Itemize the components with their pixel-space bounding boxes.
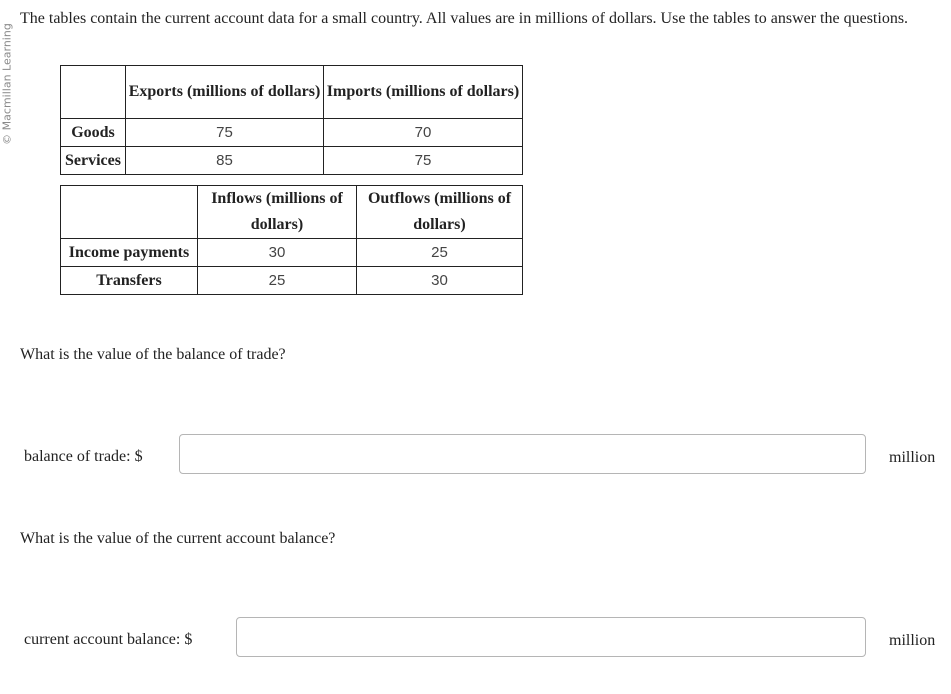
table2-header-outflows: Outflows (millions of dollars) <box>357 186 523 239</box>
table2-transfers-inflows: 25 <box>198 267 357 295</box>
table2-row-label-income: Income payments <box>61 239 198 267</box>
balance-of-trade-unit: million <box>889 449 936 466</box>
table2-income-inflows: 30 <box>198 239 357 267</box>
table1-header-exports: Exports (millions of dollars) <box>126 66 324 119</box>
current-account-balance-label: current account balance: $ <box>24 631 193 648</box>
table2-corner-cell <box>61 186 198 239</box>
table1-header-imports: Imports (millions of dollars) <box>324 66 523 119</box>
intro-text: The tables contain the current account data for a small country. All values are in millions of dollars. Use the tables to answer the questions. <box>20 10 909 27</box>
balance-of-trade-input[interactable] <box>179 434 866 474</box>
current-account-balance-input[interactable] <box>236 617 866 657</box>
goods-services-table <box>60 65 523 175</box>
question-balance-of-trade: What is the value of the balance of trade? <box>20 346 286 363</box>
table1-row-label-services: Services <box>61 147 126 175</box>
question-current-account-balance: What is the value of the current account balance? <box>20 530 336 547</box>
table1-services-imports: 75 <box>324 147 523 175</box>
table2-income-outflows: 25 <box>357 239 523 267</box>
table2-header-inflows: Inflows (millions of dollars) <box>198 186 357 239</box>
current-account-balance-unit: million <box>889 632 936 649</box>
table1-goods-imports: 70 <box>324 119 523 147</box>
table1-row-label-goods: Goods <box>61 119 126 147</box>
copyright-watermark <box>0 14 14 154</box>
income-transfers-table <box>60 185 523 295</box>
table2-row-label-transfers: Transfers <box>61 267 198 295</box>
table1-goods-exports: 75 <box>126 119 324 147</box>
table2-transfers-outflows: 30 <box>357 267 523 295</box>
watermark-text: © Macmillan Learning <box>0 23 14 145</box>
balance-of-trade-label: balance of trade: $ <box>24 448 143 465</box>
table1-services-exports: 85 <box>126 147 324 175</box>
table1-corner-cell <box>61 66 126 119</box>
